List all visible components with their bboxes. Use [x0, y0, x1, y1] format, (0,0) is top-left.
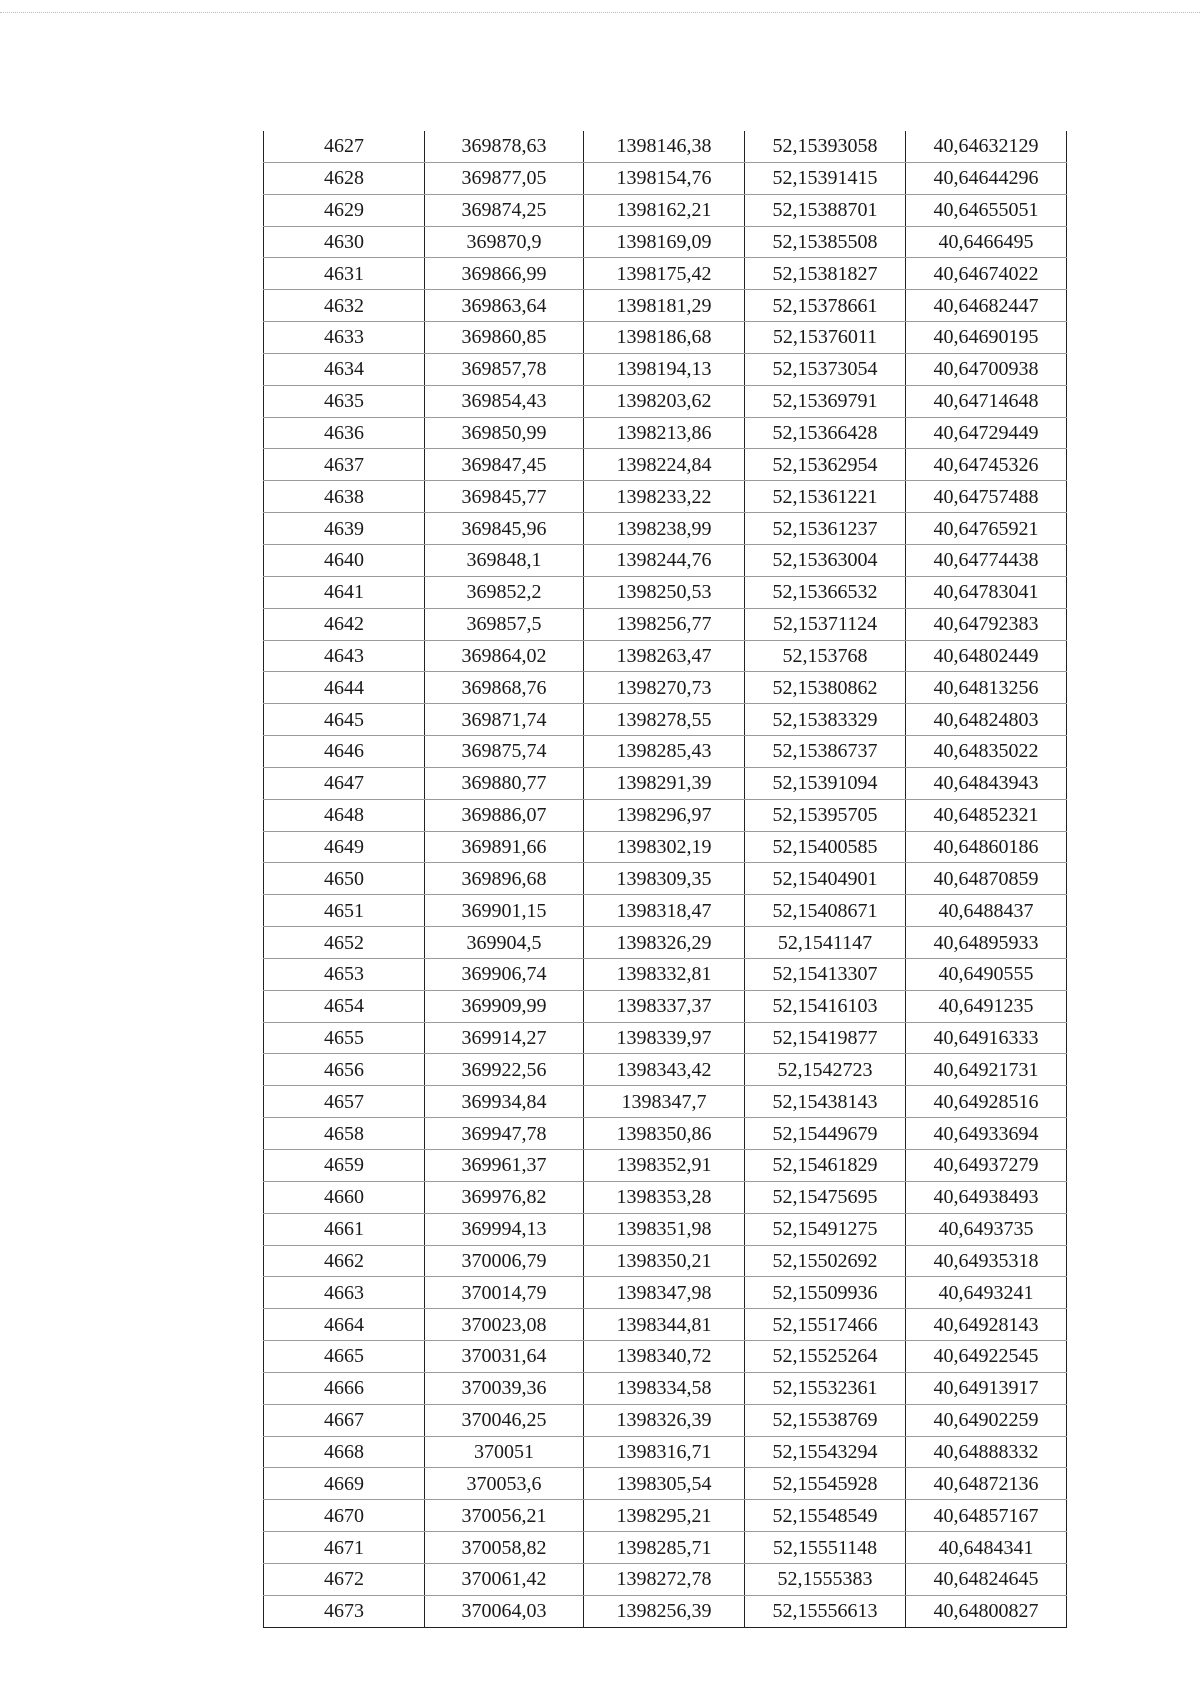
latitude-cell: 52,15376011 [745, 322, 906, 354]
latitude-cell: 52,15416103 [745, 990, 906, 1022]
longitude-cell: 40,64928143 [906, 1309, 1067, 1341]
latitude-cell: 52,15369791 [745, 385, 906, 417]
longitude-cell: 40,64824803 [906, 704, 1067, 736]
table-row [264, 767, 1067, 799]
latitude-cell: 52,15378661 [745, 290, 906, 322]
table-row [264, 417, 1067, 449]
coord-x-cell: 369922,56 [425, 1054, 584, 1086]
coord-x-cell: 369845,96 [425, 513, 584, 545]
coord-x-cell: 369854,43 [425, 385, 584, 417]
table-row [264, 1309, 1067, 1341]
longitude-cell: 40,64872136 [906, 1468, 1067, 1500]
coord-y-cell: 1398270,73 [584, 672, 745, 704]
longitude-cell: 40,64655051 [906, 194, 1067, 226]
point-number-cell: 4657 [264, 1086, 425, 1118]
table-row [264, 895, 1067, 927]
point-number-cell: 4658 [264, 1118, 425, 1150]
table-row [264, 1468, 1067, 1500]
table-row [264, 322, 1067, 354]
table-row [264, 131, 1067, 162]
coord-x-cell: 369878,63 [425, 131, 584, 162]
latitude-cell: 52,15532361 [745, 1372, 906, 1404]
point-number-cell: 4636 [264, 417, 425, 449]
coord-x-cell: 370053,6 [425, 1468, 584, 1500]
table-row [264, 576, 1067, 608]
coord-y-cell: 1398343,42 [584, 1054, 745, 1086]
table-row [264, 1150, 1067, 1182]
coord-y-cell: 1398238,99 [584, 513, 745, 545]
latitude-cell: 52,15385508 [745, 226, 906, 258]
coord-y-cell: 1398326,39 [584, 1404, 745, 1436]
coord-x-cell: 369914,27 [425, 1022, 584, 1054]
longitude-cell: 40,64913917 [906, 1372, 1067, 1404]
latitude-cell: 52,15408671 [745, 895, 906, 927]
table-row [264, 1054, 1067, 1086]
point-number-cell: 4659 [264, 1150, 425, 1182]
point-number-cell: 4673 [264, 1595, 425, 1627]
point-number-cell: 4652 [264, 927, 425, 959]
coord-x-cell: 369909,99 [425, 990, 584, 1022]
longitude-cell: 40,64792383 [906, 608, 1067, 640]
coord-y-cell: 1398316,71 [584, 1436, 745, 1468]
point-number-cell: 4670 [264, 1500, 425, 1532]
longitude-cell: 40,6484341 [906, 1532, 1067, 1564]
coord-y-cell: 1398350,86 [584, 1118, 745, 1150]
longitude-cell: 40,64933694 [906, 1118, 1067, 1150]
coord-x-cell: 369877,05 [425, 162, 584, 194]
table-row [264, 162, 1067, 194]
point-number-cell: 4631 [264, 258, 425, 290]
coord-y-cell: 1398278,55 [584, 704, 745, 736]
coord-x-cell: 369880,77 [425, 767, 584, 799]
latitude-cell: 52,15545928 [745, 1468, 906, 1500]
latitude-cell: 52,15362954 [745, 449, 906, 481]
latitude-cell: 52,15380862 [745, 672, 906, 704]
latitude-cell: 52,1542723 [745, 1054, 906, 1086]
longitude-cell: 40,64632129 [906, 131, 1067, 162]
table-row [264, 1277, 1067, 1309]
longitude-cell: 40,6491235 [906, 990, 1067, 1022]
longitude-cell: 40,64843943 [906, 767, 1067, 799]
coord-y-cell: 1398169,09 [584, 226, 745, 258]
coord-y-cell: 1398351,98 [584, 1213, 745, 1245]
longitude-cell: 40,64674022 [906, 258, 1067, 290]
coord-y-cell: 1398162,21 [584, 194, 745, 226]
point-number-cell: 4629 [264, 194, 425, 226]
coord-y-cell: 1398305,54 [584, 1468, 745, 1500]
table-row [264, 1118, 1067, 1150]
coord-x-cell: 369994,13 [425, 1213, 584, 1245]
point-number-cell: 4663 [264, 1277, 425, 1309]
longitude-cell: 40,64921731 [906, 1054, 1067, 1086]
longitude-cell: 40,64802449 [906, 640, 1067, 672]
point-number-cell: 4627 [264, 131, 425, 162]
coord-x-cell: 369852,2 [425, 576, 584, 608]
coord-y-cell: 1398175,42 [584, 258, 745, 290]
latitude-cell: 52,15371124 [745, 608, 906, 640]
coord-x-cell: 369857,5 [425, 608, 584, 640]
latitude-cell: 52,15538769 [745, 1404, 906, 1436]
point-number-cell: 4666 [264, 1372, 425, 1404]
coord-y-cell: 1398181,29 [584, 290, 745, 322]
latitude-cell: 52,15388701 [745, 194, 906, 226]
latitude-cell: 52,15461829 [745, 1150, 906, 1182]
coord-x-cell: 369847,45 [425, 449, 584, 481]
coord-x-cell: 370006,79 [425, 1245, 584, 1277]
table-row [264, 1022, 1067, 1054]
table-row [264, 1372, 1067, 1404]
point-number-cell: 4661 [264, 1213, 425, 1245]
coord-x-cell: 370051 [425, 1436, 584, 1468]
coord-y-cell: 1398224,84 [584, 449, 745, 481]
table-row [264, 608, 1067, 640]
coord-x-cell: 370014,79 [425, 1277, 584, 1309]
table-row [264, 1181, 1067, 1213]
latitude-cell: 52,15363004 [745, 544, 906, 576]
coord-y-cell: 1398233,22 [584, 481, 745, 513]
latitude-cell: 52,15391094 [745, 767, 906, 799]
coord-y-cell: 1398353,28 [584, 1181, 745, 1213]
coord-y-cell: 1398146,38 [584, 131, 745, 162]
coord-y-cell: 1398344,81 [584, 1309, 745, 1341]
table-row [264, 640, 1067, 672]
point-number-cell: 4662 [264, 1245, 425, 1277]
table-row [264, 513, 1067, 545]
coord-x-cell: 369976,82 [425, 1181, 584, 1213]
longitude-cell: 40,64745326 [906, 449, 1067, 481]
coord-y-cell: 1398244,76 [584, 544, 745, 576]
point-number-cell: 4643 [264, 640, 425, 672]
longitude-cell: 40,64813256 [906, 672, 1067, 704]
coord-y-cell: 1398337,37 [584, 990, 745, 1022]
point-number-cell: 4669 [264, 1468, 425, 1500]
latitude-cell: 52,15393058 [745, 131, 906, 162]
longitude-cell: 40,64902259 [906, 1404, 1067, 1436]
coord-x-cell: 369868,76 [425, 672, 584, 704]
latitude-cell: 52,15509936 [745, 1277, 906, 1309]
point-number-cell: 4645 [264, 704, 425, 736]
coord-x-cell: 369947,78 [425, 1118, 584, 1150]
point-number-cell: 4641 [264, 576, 425, 608]
coord-y-cell: 1398285,71 [584, 1532, 745, 1564]
coord-x-cell: 369906,74 [425, 958, 584, 990]
table-row [264, 194, 1067, 226]
coord-y-cell: 1398352,91 [584, 1150, 745, 1182]
longitude-cell: 40,64765921 [906, 513, 1067, 545]
longitude-cell: 40,64938493 [906, 1181, 1067, 1213]
coord-y-cell: 1398256,77 [584, 608, 745, 640]
latitude-cell: 52,15475695 [745, 1181, 906, 1213]
longitude-cell: 40,64928516 [906, 1086, 1067, 1118]
point-number-cell: 4639 [264, 513, 425, 545]
point-number-cell: 4650 [264, 863, 425, 895]
coord-y-cell: 1398272,78 [584, 1563, 745, 1595]
table-row [264, 258, 1067, 290]
latitude-cell: 52,15395705 [745, 799, 906, 831]
latitude-cell: 52,15551148 [745, 1532, 906, 1564]
point-number-cell: 4644 [264, 672, 425, 704]
coordinates-table [263, 131, 1067, 1628]
table-row [264, 385, 1067, 417]
table-row [264, 544, 1067, 576]
longitude-cell: 40,64835022 [906, 736, 1067, 768]
point-number-cell: 4671 [264, 1532, 425, 1564]
table-row [264, 1341, 1067, 1373]
coord-y-cell: 1398186,68 [584, 322, 745, 354]
latitude-cell: 52,15361237 [745, 513, 906, 545]
coord-y-cell: 1398263,47 [584, 640, 745, 672]
coord-x-cell: 369857,78 [425, 353, 584, 385]
point-number-cell: 4634 [264, 353, 425, 385]
coord-x-cell: 370061,42 [425, 1563, 584, 1595]
coord-x-cell: 369866,99 [425, 258, 584, 290]
coord-y-cell: 1398203,62 [584, 385, 745, 417]
latitude-cell: 52,15373054 [745, 353, 906, 385]
longitude-cell: 40,64783041 [906, 576, 1067, 608]
coord-y-cell: 1398285,43 [584, 736, 745, 768]
coord-x-cell: 369860,85 [425, 322, 584, 354]
coord-x-cell: 369874,25 [425, 194, 584, 226]
latitude-cell: 52,15404901 [745, 863, 906, 895]
latitude-cell: 52,15548549 [745, 1500, 906, 1532]
table-row [264, 290, 1067, 322]
longitude-cell: 40,64729449 [906, 417, 1067, 449]
latitude-cell: 52,15361221 [745, 481, 906, 513]
coord-y-cell: 1398291,39 [584, 767, 745, 799]
point-number-cell: 4635 [264, 385, 425, 417]
longitude-cell: 40,64922545 [906, 1341, 1067, 1373]
point-number-cell: 4648 [264, 799, 425, 831]
latitude-cell: 52,15438143 [745, 1086, 906, 1118]
table-row [264, 449, 1067, 481]
point-number-cell: 4654 [264, 990, 425, 1022]
coord-x-cell: 369848,1 [425, 544, 584, 576]
table-row [264, 863, 1067, 895]
coord-y-cell: 1398250,53 [584, 576, 745, 608]
point-number-cell: 4649 [264, 831, 425, 863]
table-row [264, 1595, 1067, 1627]
scan-edge-line [0, 12, 1200, 13]
point-number-cell: 4628 [264, 162, 425, 194]
coord-x-cell: 369896,68 [425, 863, 584, 895]
coord-x-cell: 369886,07 [425, 799, 584, 831]
latitude-cell: 52,15366532 [745, 576, 906, 608]
coord-x-cell: 370046,25 [425, 1404, 584, 1436]
coord-y-cell: 1398318,47 [584, 895, 745, 927]
latitude-cell: 52,1541147 [745, 927, 906, 959]
coord-y-cell: 1398339,97 [584, 1022, 745, 1054]
table-row [264, 1436, 1067, 1468]
coord-x-cell: 370039,36 [425, 1372, 584, 1404]
longitude-cell: 40,64937279 [906, 1150, 1067, 1182]
table-row [264, 1563, 1067, 1595]
point-number-cell: 4633 [264, 322, 425, 354]
table-row [264, 831, 1067, 863]
longitude-cell: 40,64774438 [906, 544, 1067, 576]
coord-x-cell: 369845,77 [425, 481, 584, 513]
longitude-cell: 40,6493735 [906, 1213, 1067, 1245]
longitude-cell: 40,64895933 [906, 927, 1067, 959]
coord-y-cell: 1398194,13 [584, 353, 745, 385]
longitude-cell: 40,64644296 [906, 162, 1067, 194]
longitude-cell: 40,64935318 [906, 1245, 1067, 1277]
point-number-cell: 4660 [264, 1181, 425, 1213]
coord-y-cell: 1398334,58 [584, 1372, 745, 1404]
coord-y-cell: 1398296,97 [584, 799, 745, 831]
coord-x-cell: 370064,03 [425, 1595, 584, 1627]
latitude-cell: 52,15391415 [745, 162, 906, 194]
longitude-cell: 40,64700938 [906, 353, 1067, 385]
longitude-cell: 40,6493241 [906, 1277, 1067, 1309]
point-number-cell: 4656 [264, 1054, 425, 1086]
longitude-cell: 40,64852321 [906, 799, 1067, 831]
latitude-cell: 52,15449679 [745, 1118, 906, 1150]
table-row [264, 1532, 1067, 1564]
coord-y-cell: 1398256,39 [584, 1595, 745, 1627]
longitude-cell: 40,64857167 [906, 1500, 1067, 1532]
longitude-cell: 40,6466495 [906, 226, 1067, 258]
longitude-cell: 40,64757488 [906, 481, 1067, 513]
table-row [264, 1404, 1067, 1436]
coord-x-cell: 369961,37 [425, 1150, 584, 1182]
coord-y-cell: 1398295,21 [584, 1500, 745, 1532]
table-row [264, 481, 1067, 513]
point-number-cell: 4647 [264, 767, 425, 799]
point-number-cell: 4664 [264, 1309, 425, 1341]
longitude-cell: 40,64824645 [906, 1563, 1067, 1595]
latitude-cell: 52,15525264 [745, 1341, 906, 1373]
coord-x-cell: 369863,64 [425, 290, 584, 322]
coord-x-cell: 369871,74 [425, 704, 584, 736]
latitude-cell: 52,15413307 [745, 958, 906, 990]
table-row [264, 353, 1067, 385]
longitude-cell: 40,64916333 [906, 1022, 1067, 1054]
coordinates-table-body [264, 131, 1067, 1627]
table-row [264, 1213, 1067, 1245]
latitude-cell: 52,15556613 [745, 1595, 906, 1627]
coord-x-cell: 369875,74 [425, 736, 584, 768]
coord-x-cell: 369901,15 [425, 895, 584, 927]
point-number-cell: 4668 [264, 1436, 425, 1468]
longitude-cell: 40,64888332 [906, 1436, 1067, 1468]
longitude-cell: 40,6488437 [906, 895, 1067, 927]
latitude-cell: 52,15383329 [745, 704, 906, 736]
coord-x-cell: 369904,5 [425, 927, 584, 959]
table-row [264, 958, 1067, 990]
coord-x-cell: 369864,02 [425, 640, 584, 672]
longitude-cell: 40,64870859 [906, 863, 1067, 895]
table-row [264, 1245, 1067, 1277]
point-number-cell: 4672 [264, 1563, 425, 1595]
point-number-cell: 4653 [264, 958, 425, 990]
point-number-cell: 4651 [264, 895, 425, 927]
coord-x-cell: 370023,08 [425, 1309, 584, 1341]
table-row [264, 672, 1067, 704]
point-number-cell: 4665 [264, 1341, 425, 1373]
point-number-cell: 4667 [264, 1404, 425, 1436]
longitude-cell: 40,6490555 [906, 958, 1067, 990]
coord-x-cell: 370056,21 [425, 1500, 584, 1532]
coord-y-cell: 1398154,76 [584, 162, 745, 194]
coord-x-cell: 370031,64 [425, 1341, 584, 1373]
longitude-cell: 40,64800827 [906, 1595, 1067, 1627]
latitude-cell: 52,15381827 [745, 258, 906, 290]
latitude-cell: 52,15366428 [745, 417, 906, 449]
table-row [264, 704, 1067, 736]
latitude-cell: 52,15517466 [745, 1309, 906, 1341]
point-number-cell: 4637 [264, 449, 425, 481]
coord-y-cell: 1398326,29 [584, 927, 745, 959]
table-row [264, 927, 1067, 959]
latitude-cell: 52,153768 [745, 640, 906, 672]
latitude-cell: 52,15400585 [745, 831, 906, 863]
table-row [264, 226, 1067, 258]
coord-y-cell: 1398350,21 [584, 1245, 745, 1277]
table-row [264, 736, 1067, 768]
coord-x-cell: 370058,82 [425, 1532, 584, 1564]
coord-y-cell: 1398309,35 [584, 863, 745, 895]
table-row [264, 799, 1067, 831]
coord-y-cell: 1398340,72 [584, 1341, 745, 1373]
point-number-cell: 4640 [264, 544, 425, 576]
latitude-cell: 52,1555383 [745, 1563, 906, 1595]
longitude-cell: 40,64690195 [906, 322, 1067, 354]
longitude-cell: 40,64714648 [906, 385, 1067, 417]
coord-y-cell: 1398302,19 [584, 831, 745, 863]
coord-x-cell: 369891,66 [425, 831, 584, 863]
latitude-cell: 52,15491275 [745, 1213, 906, 1245]
longitude-cell: 40,64860186 [906, 831, 1067, 863]
point-number-cell: 4655 [264, 1022, 425, 1054]
point-number-cell: 4638 [264, 481, 425, 513]
table-row [264, 1500, 1067, 1532]
table-row [264, 990, 1067, 1022]
coord-x-cell: 369934,84 [425, 1086, 584, 1118]
point-number-cell: 4642 [264, 608, 425, 640]
latitude-cell: 52,15386737 [745, 736, 906, 768]
coord-x-cell: 369870,9 [425, 226, 584, 258]
latitude-cell: 52,15502692 [745, 1245, 906, 1277]
coord-y-cell: 1398332,81 [584, 958, 745, 990]
coord-y-cell: 1398347,7 [584, 1086, 745, 1118]
point-number-cell: 4646 [264, 736, 425, 768]
table-row [264, 1086, 1067, 1118]
latitude-cell: 52,15419877 [745, 1022, 906, 1054]
latitude-cell: 52,15543294 [745, 1436, 906, 1468]
longitude-cell: 40,64682447 [906, 290, 1067, 322]
coord-x-cell: 369850,99 [425, 417, 584, 449]
point-number-cell: 4630 [264, 226, 425, 258]
coord-y-cell: 1398213,86 [584, 417, 745, 449]
coord-y-cell: 1398347,98 [584, 1277, 745, 1309]
point-number-cell: 4632 [264, 290, 425, 322]
